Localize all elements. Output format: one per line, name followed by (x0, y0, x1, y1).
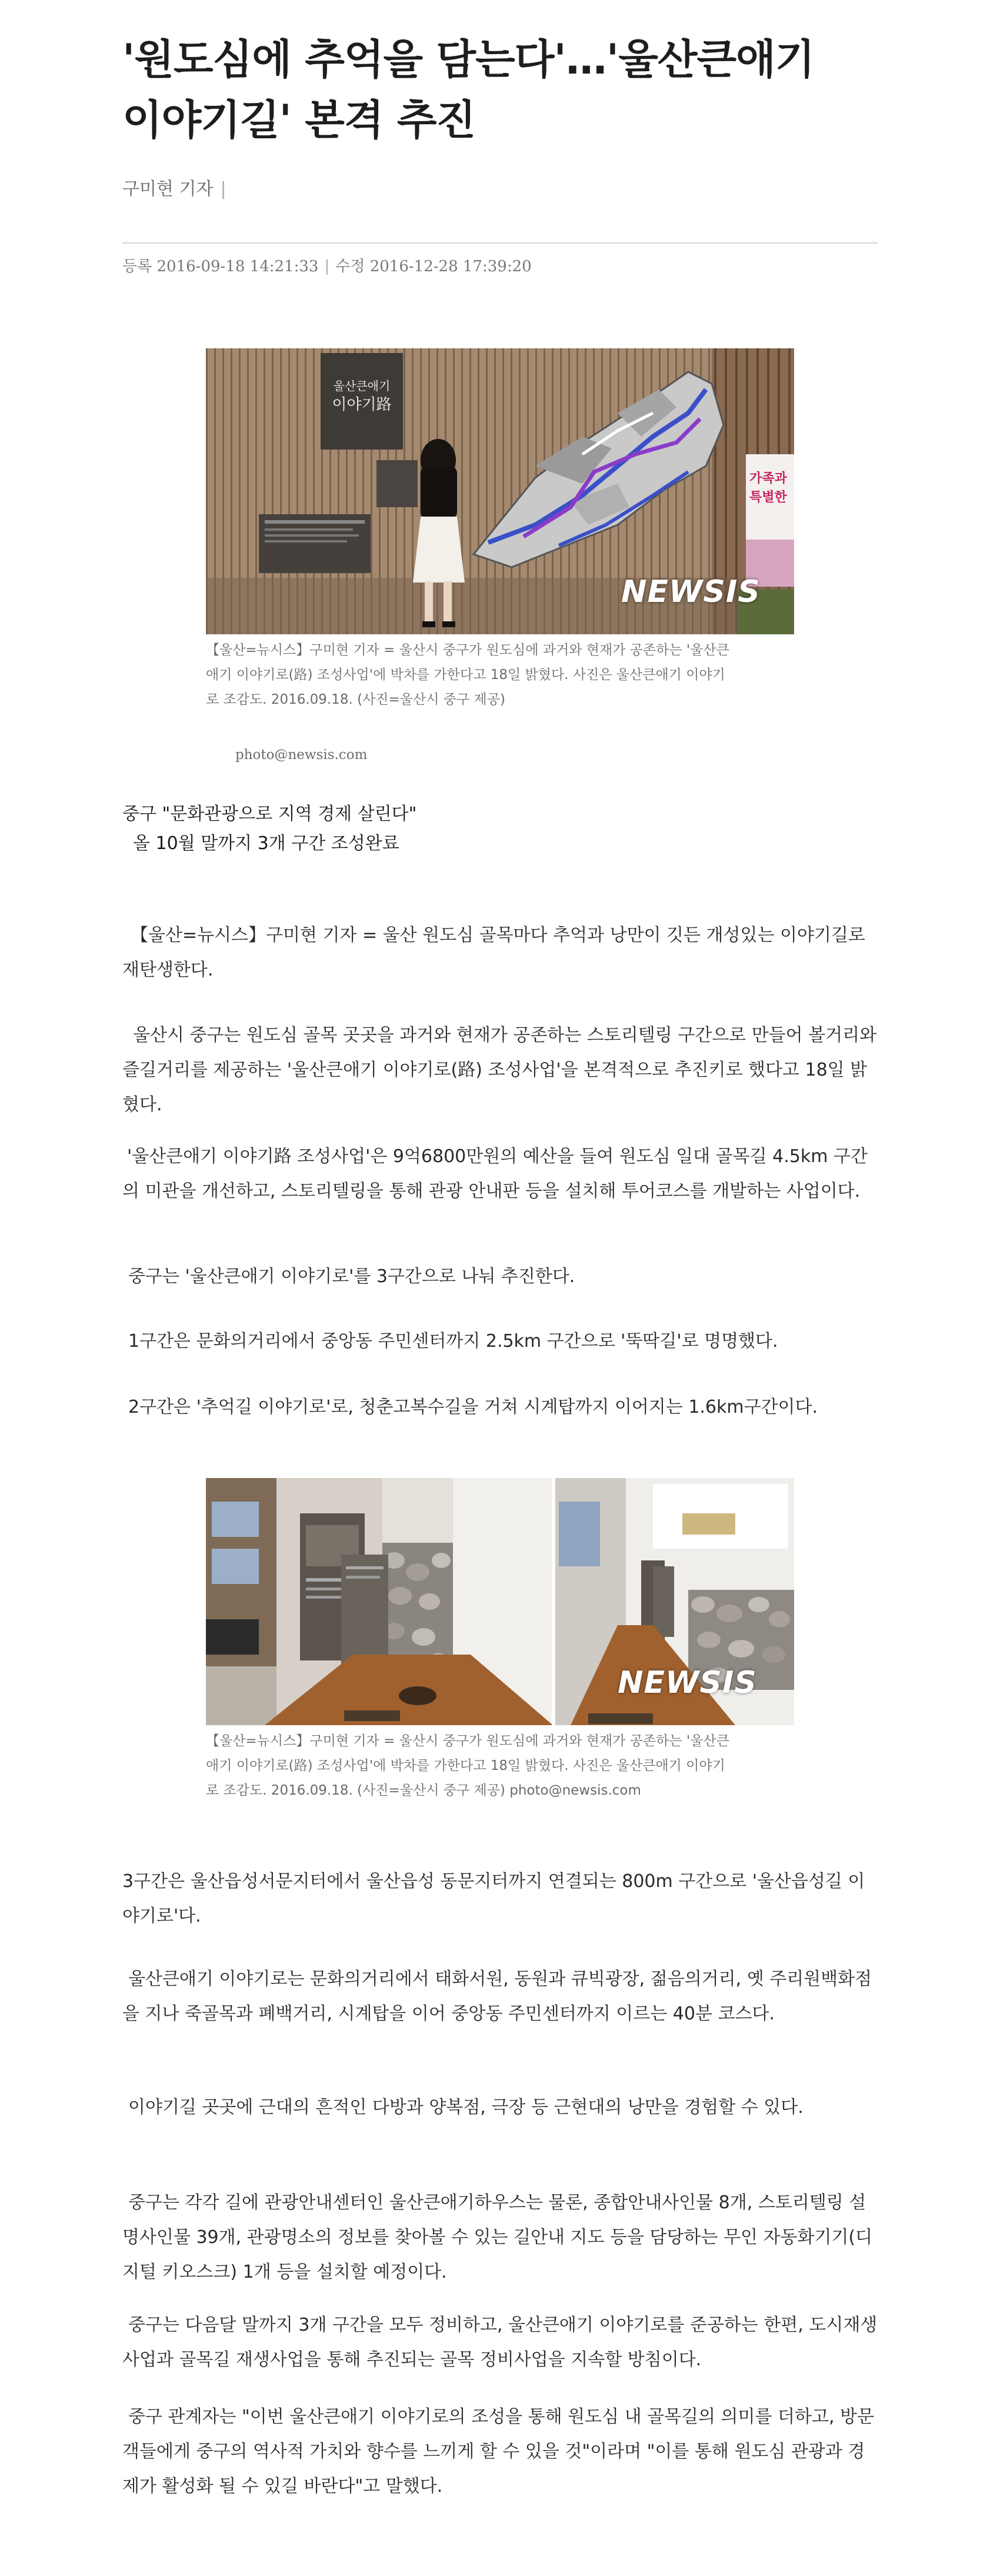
modified-date: 수정 2016-12-28 17:39:20 (335, 258, 532, 275)
photo-1-side-banner (749, 470, 794, 507)
article-photo-1[interactable] (206, 348, 794, 634)
byline-separator: | (220, 179, 226, 199)
paragraph-9: 이야기길 곳곳에 근대의 흔적인 다방과 양복점, 극장 등 근현대의 낭만을 경험할 수 있다. (128, 2097, 804, 2118)
photo-1-credit[interactable]: photo@newsis.com (235, 747, 368, 763)
paragraph-1: 【울산=뉴시스】구미현 기자 = 울산 원도심 골목마다 추억과 낭만이 깃든 개성있는 이야기길로 재탄생한다. (122, 925, 865, 980)
paragraph-6: 2구간은 '추억길 이야기로'로, 청춘고복수길을 거쳐 시계탑까지 이어지는 1.6km구간이다. (128, 1397, 818, 1417)
registered-date: 등록 2016-09-18 14:21:33 (122, 258, 319, 275)
paragraph-5: 1구간은 문화의거리에서 중앙동 주민센터까지 2.5km 구간으로 '뚝딱길'로 명명했다. (128, 1331, 778, 1352)
byline (122, 174, 226, 200)
photo-1-sign-text (326, 377, 397, 415)
photo-2-caption: 【울산=뉴시스】구미현 기자 = 울산시 중구가 원도심에 과거와 현재가 공존하는 '울산큰애기 이야기로(路) 조성사업'에 박차를 가한다고 18일 밝혔다. 사진은 울산큰애기 이야기로 조감도. 2016.09.18. (사진=울산시 중구 제공) photo@newsis.com (206, 1733, 729, 1798)
paragraph-3: '울산큰애기 이야기路 조성사업'은 9억6800만원의 예산을 들여 원도심 일대 골목길 4.5km 구간의 미관을 개선하고, 스토리텔링을 통해 관광 안내판 등을 설치해 투어코스를 개발하는 사업이다. (122, 1146, 868, 1202)
paragraph-12: 중구 관계자는 "이번 울산큰애기 이야기로의 조성을 통해 원도심 내 골목길의 의미를 더하고, 방문객들에게 중구의 역사적 가치와 향수를 느끼게 할 수 있을 것"이라며 "이를 통해 원도심 관광과 경제가 활성화 될 수 있길 바란다"고 말했다. (122, 2407, 874, 2497)
article-photo-2[interactable] (206, 1478, 794, 1725)
side-banner-line-2: 특별한 (749, 490, 787, 505)
paragraph-7: 3구간은 울산읍성서문지터에서 울산읍성 동문지터까지 연결되는 800m 구간으로 '울산읍성길 이야기로'다. (122, 1871, 865, 1926)
title-line-2: 이야기길' 본격 추진 (122, 96, 476, 144)
title-line-1: '원도심에 추억을 담는다'…'울산큰애기 (122, 35, 815, 84)
reporter-name[interactable]: 구미현 기자 (122, 179, 214, 199)
newsis-watermark-2: NEWSIS (618, 1665, 757, 1700)
paragraph-11: 중구는 다음달 말까지 3개 구간을 모두 정비하고, 울산큰애기 이야기로를 준공하는 한편, 도시재생사업과 골목길 재생사업을 통해 추진되는 골목 정비사업을 지속할 방침이다. (122, 2315, 878, 2370)
article-dates (122, 254, 532, 276)
paragraph-8: 울산큰애기 이야기로는 문화의거리에서 태화서원, 동원과 큐빅광장, 젊음의거리, 옛 주리원백화점을 지나 죽골목과 폐백거리, 시계탑을 이어 중앙동 주민센터까지 이르는 40분 코스다. (122, 1969, 872, 2024)
side-banner-line-1: 가족과 (749, 471, 787, 486)
header-divider (122, 242, 878, 244)
sign-line-1: 울산큰애기 (333, 379, 391, 393)
paragraph-10: 중구는 각각 길에 관광안내센터인 울산큰애기하우스는 물론, 종합안내사인물 8개, 스토리텔링 설명사인물 39개, 관광명소의 정보를 찾아볼 수 있는 길안내 지도 등을 담당하는 무인 자동화기기(디지털 키오스크) 1개 등을 설치할 예정이다. (122, 2192, 873, 2282)
subhead-1: 중구 "문화관광으로 지역 경제 살린다" (122, 804, 417, 824)
dates-separator: | (324, 258, 330, 275)
photo-1-caption: 【울산=뉴시스】구미현 기자 = 울산시 중구가 원도심에 과거와 현재가 공존하는 '울산큰애기 이야기로(路) 조성사업'에 박차를 가한다고 18일 밝혔다. 사진은 울산큰애기 이야기로 조감도. 2016.09.18. (사진=울산시 중구 제공) (206, 643, 729, 707)
newsis-watermark: NEWSIS (621, 574, 761, 610)
article-title (122, 29, 878, 151)
sign-line-2: 이야기路 (332, 396, 392, 414)
paragraph-2: 울산시 중구는 원도심 골목 곳곳을 과거와 현재가 공존하는 스토리텔링 구간으로 만들어 볼거리와 즐길거리를 제공하는 '울산큰애기 이야기로(路) 조성사업'을 본격적으로 추진키로 했다고 18일 밝혔다. (122, 1025, 877, 1115)
paragraph-4: 중구는 '울산큰애기 이야기로'를 3구간으로 나눠 추진한다. (128, 1266, 575, 1287)
subhead-2: 올 10월 말까지 3개 구간 조성완료 (133, 833, 399, 854)
